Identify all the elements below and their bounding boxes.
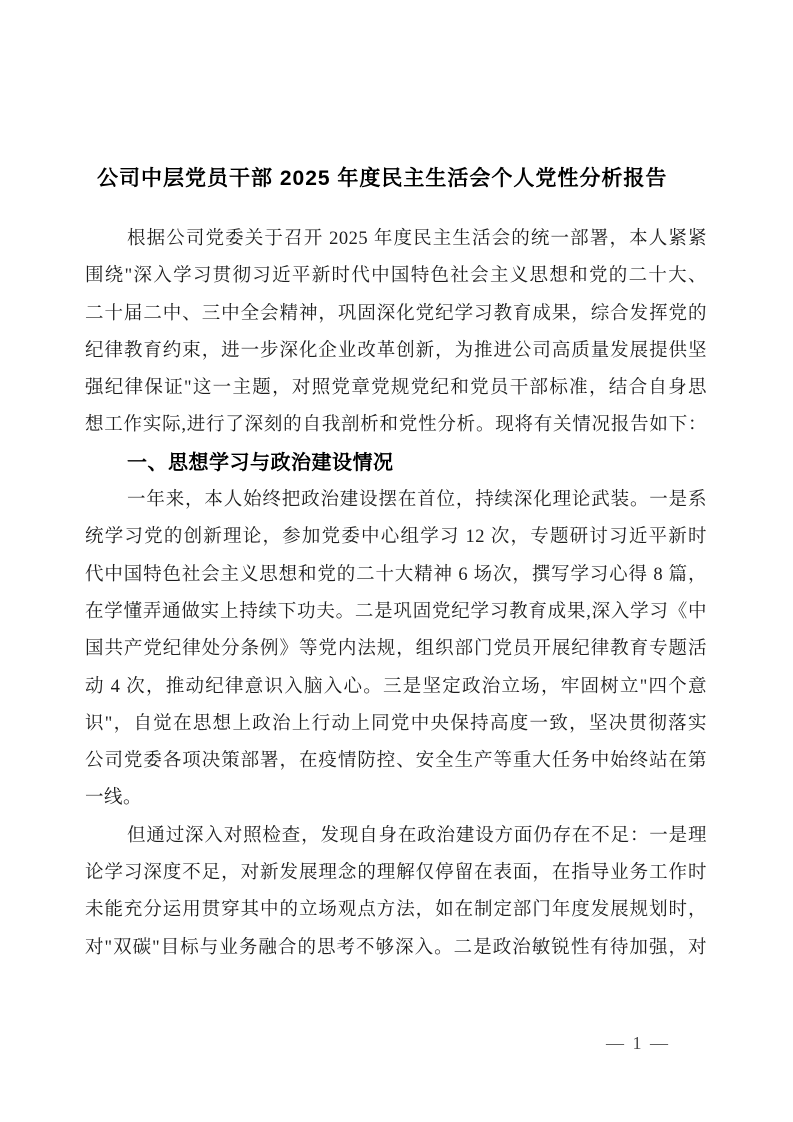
document-line: 一年来，本人始终把政治建设摆在首位，持续深化理论武装。一是系	[127, 490, 707, 511]
document-line: 一线。	[85, 788, 143, 809]
document-line: 国共产党纪律处分条例》等党内法规，组织部门党员开展纪律教育专题活	[85, 639, 707, 660]
document-line: 但通过深入对照检查，发现自身在政治建设方面仍存在不足：一是理	[127, 825, 707, 846]
document-title: 公司中层党员干部 2025 年度民主生活会个人党性分析报告	[97, 167, 668, 190]
document-body	[85, 221, 707, 967]
document-line: 论学习深度不足，对新发展理念的理解仅停留在表面，在指导业务工作时	[85, 863, 707, 884]
document-line: 想工作实际,进行了深刻的自我剖析和党性分析。现将有关情况报告如下：	[85, 415, 707, 436]
document-line: 围绕"深入学习贯彻习近平新时代中国特色社会主义思想和党的二十大、	[85, 266, 707, 287]
section-heading: 一、思想学习与政治建设情况	[127, 451, 394, 474]
document-line: 动 4 次，推动纪律意识入脑入心。三是坚定政治立场，牢固树立"四个意	[85, 676, 707, 697]
document-line: 二十届二中、三中全会精神，巩固深化党纪学习教育成果，综合发挥党的	[85, 303, 707, 324]
page-number: — 1 —	[606, 1033, 670, 1053]
document-line: 纪律教育约束，进一步深化企业改革创新，为推进公司高质量发展提供坚	[85, 340, 707, 361]
document-line: 未能充分运用贯穿其中的立场观点方法，如在制定部门年度发展规划时，	[85, 900, 707, 921]
document-line: 在学懂弄通做实上持续下功夫。二是巩固党纪学习教育成果,深入学习《中	[85, 601, 707, 622]
document-line: 强纪律保证"这一主题，对照党章党规党纪和党员干部标准，结合自身思	[85, 378, 707, 399]
document-line: 统学习党的创新理论，参加党委中心组学习 12 次，专题研讨习近平新时	[85, 527, 707, 548]
document-line: 识"，自觉在思想上政治上行动上同党中央保持高度一致，坚决贯彻落实	[85, 713, 707, 734]
document-line: 公司党委各项决策部署，在疫情防控、安全生产等重大任务中始终站在第	[85, 751, 707, 772]
document-line: 根据公司党委关于召开 2025 年度民主生活会的统一部署，本人紧紧	[127, 229, 707, 249]
document-line: 对"双碳"目标与业务融合的思考不够深入。二是政治敏锐性有待加强，对	[85, 937, 707, 958]
document-line: 代中国特色社会主义思想和党的二十大精神 6 场次，撰写学习心得 8 篇，	[85, 564, 707, 585]
